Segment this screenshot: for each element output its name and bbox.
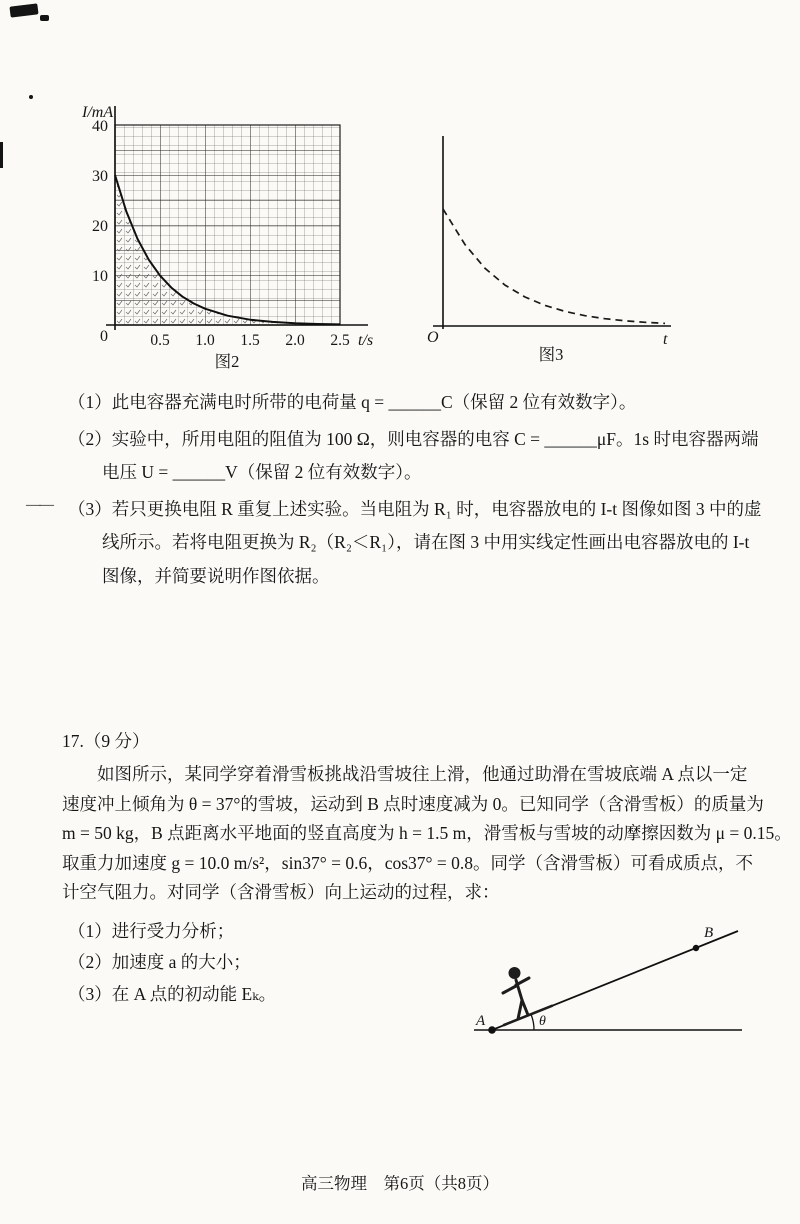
point-B-label: B xyxy=(704,925,714,941)
skier-diagram-svg xyxy=(470,916,750,1052)
q16-part2-line2: 电压 U = ______V（保留 2 位有效数字）。 xyxy=(102,462,422,482)
y-tick-40: 40 xyxy=(92,118,108,135)
q16-part3-line3: 图像，并简要说明作图依据。 xyxy=(102,565,330,586)
page-footer: 高三物理 第6页（共8页） xyxy=(301,1174,499,1193)
figure-2-plot xyxy=(70,100,400,372)
q16-part3-line1: （3）若只更换电阻 R 重复上述实验。当电阻为 R₁ 时，电容器放电的 I-t 图像如图 3 中的虚 xyxy=(68,498,762,519)
angle-arc xyxy=(531,1014,534,1030)
scan-artifact xyxy=(0,142,3,168)
q17-sub2: （2）加速度 a 的大小； xyxy=(68,952,251,972)
figure-3-plot xyxy=(413,126,683,364)
y-tick-10: 10 xyxy=(92,268,108,285)
question-16-parts xyxy=(62,386,772,593)
q17-para-line4: 取重力加速度 g = 10.0 m/s²，sin37° = 0.6，cos37° = 0.8。同学（含滑雪板）可看成质点，不 xyxy=(62,852,754,873)
x-tick-05: 0.5 xyxy=(150,332,170,349)
figure-3 xyxy=(413,126,683,369)
axes xyxy=(433,136,671,329)
x-axis-label: t xyxy=(663,331,668,348)
x-tick-10: 1.0 xyxy=(195,332,215,349)
q17-sub1: （1）进行受力分析； xyxy=(68,920,235,941)
x-tick-25: 2.5 xyxy=(330,332,350,349)
margin-pen-mark: —— xyxy=(26,497,52,513)
q17-para-line1: 如图所示，某同学穿着滑雪板挑战沿雪坡往上滑，他通过助滑在雪坡底端 A 点以一定 xyxy=(97,764,748,784)
q17-sub3: （3）在 A 点的初动能 Eₖ。 xyxy=(68,983,277,1004)
figure-3-caption: 图3 xyxy=(538,345,564,364)
skier-incline-diagram xyxy=(470,916,750,1057)
q17-para-line5: 计空气阻力。对同学（含滑雪板）向上运动的过程，求： xyxy=(62,882,500,902)
y-axis-label: I/mA xyxy=(82,104,114,121)
point-B-dot xyxy=(693,945,699,951)
scan-artifact xyxy=(40,15,49,21)
q16-part3-line2: 线所示。若将电阻更换为 R₂（R₂＜R₁），请在图 3 中用实线定性画出电容器放电的 I-t xyxy=(102,532,750,552)
x-tick-20: 2.0 xyxy=(285,332,305,349)
y-tick-20: 20 xyxy=(92,218,108,235)
figure-2 xyxy=(70,100,400,377)
x-axis-label: t/s xyxy=(358,332,374,349)
theta-label: θ xyxy=(539,1014,546,1029)
scan-artifact xyxy=(9,3,38,17)
x-tick-15: 1.5 xyxy=(240,332,260,349)
q16-part1: （1）此电容器充满电时所带的电荷量 q = ______C（保留 2 位有效数字）。 xyxy=(68,392,637,412)
q17-para-line2: 速度冲上倾角为 θ = 37°的雪坡，运动到 B 点时速度减为 0。已知同学（含滑雪板）的质量为 xyxy=(62,793,764,814)
q17-para-line3: m = 50 kg，B 点距离水平地面的竖直高度为 h = 1.5 m，滑雪板与雪坡的动摩擦因数为 μ = 0.15。 xyxy=(62,823,792,843)
origin-label: O xyxy=(427,329,439,346)
q16-part2-line1: （2）实验中，所用电阻的阻值为 100 Ω，则电容器的电容 C = ______μF。1s 时电容器两端 xyxy=(68,428,759,449)
point-A-dot xyxy=(488,1026,496,1034)
dashed-discharge-curve xyxy=(443,209,665,323)
scan-artifact xyxy=(29,95,33,99)
question-17-paragraph xyxy=(62,760,792,908)
figure-2-caption: 图2 xyxy=(214,352,240,371)
point-A-label: A xyxy=(476,1013,486,1029)
origin-tick: 0 xyxy=(100,328,108,345)
head xyxy=(509,967,521,979)
question-17-number: 17.（9 分） xyxy=(62,731,150,751)
y-tick-30: 30 xyxy=(92,168,108,185)
